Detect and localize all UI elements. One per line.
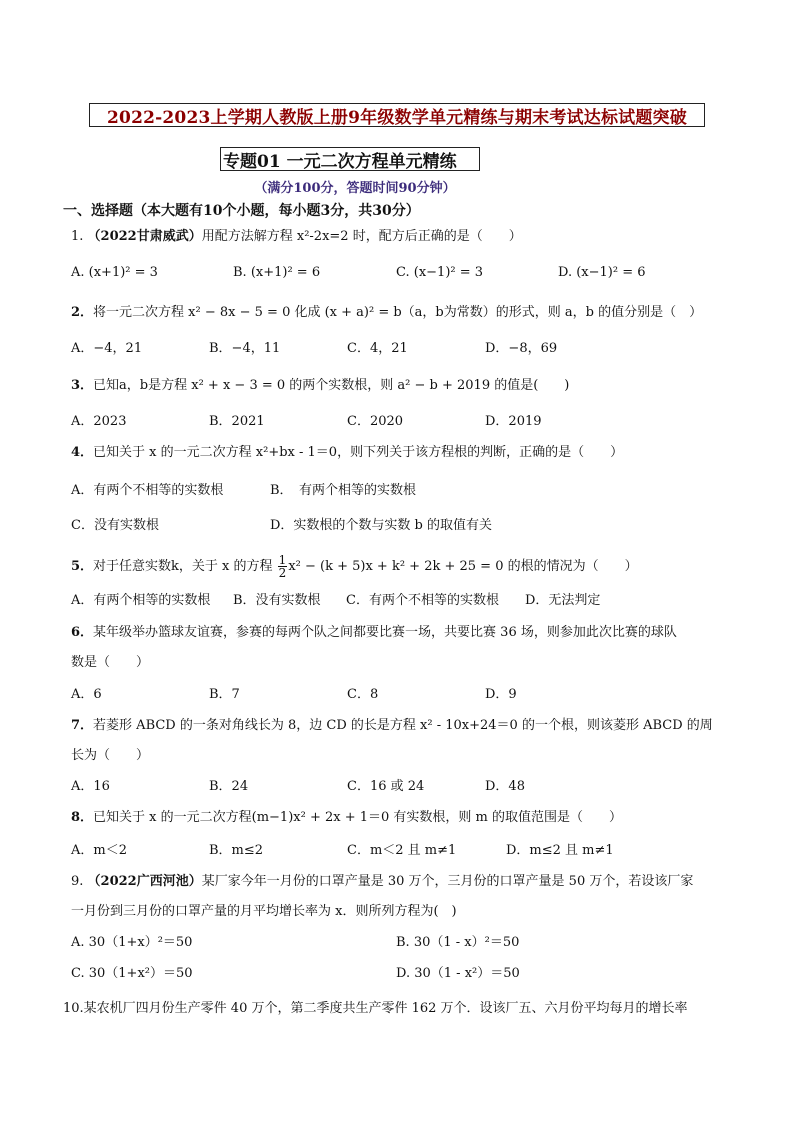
q3-option-b: B．2021 [209,414,265,429]
question-number: 4． [71,445,94,460]
question-source: （2022广西河池） [87,874,202,889]
question-6 [71,624,677,642]
question-text: 用配方法解方程 x²-2x=2 时，配方后正确的是（ ） [201,229,522,244]
q6-option-c: C．8 [347,687,379,702]
question-10: 10.某农机厂四月份生产零件 40 万个，第二季度共生产零件 162 万个．设该厂五、六月份平均每月的增长率 [63,1001,688,1016]
q2-option-d: D．−8，69 [485,341,558,356]
question-4 [71,444,623,462]
q9-option-b: B. 30（1 - x）²＝50 [396,935,520,950]
topic-title-box [220,147,480,171]
header-title-box [89,103,705,127]
fraction-one-half [278,554,288,579]
q1-option-a: A. (x+1)² = 3 [71,265,158,280]
q1-option-d: D. (x−1)² = 6 [558,265,646,280]
score-time-note: （满分100分，答题时间90分钟） [254,181,456,196]
q2-option-a: A．−4，21 [71,341,143,356]
question-text-continued: x² − (k + 5)x + k² + 2k + 25 = 0 的根的情况为（ ） [288,559,638,574]
question-number: 6． [71,625,94,640]
fraction-denominator: 2 [278,566,287,580]
question-text: 已知关于 x 的一元二次方程(m−1)x² + 2x + 1＝0 有实数根，则 m 的取值范围是（ ） [93,810,623,825]
q4-option-a: A．有两个不相等的实数根 [71,483,224,498]
q3-option-c: C．2020 [347,414,404,429]
q8-option-b: B．m≤2 [209,843,264,858]
question-1 [71,228,522,246]
question-5 [71,554,638,580]
q2-option-b: B．−4，11 [209,341,281,356]
question-number: 3． [71,378,94,393]
q3-option-d: D．2019 [485,414,542,429]
topic-title: 专题01 一元二次方程单元精练 [223,151,457,172]
question-number: 9. [71,874,84,889]
question-6-continued: 数是（ ） [71,655,150,670]
question-source: （2022甘肃威武） [87,229,202,244]
q9-option-c: C. 30（1+x²）＝50 [71,966,193,981]
q5-option-b: B．没有实数根 [233,593,321,608]
q8-option-d: D．m≤2 且 m≠1 [506,843,614,858]
q5-option-a: A．有两个相等的实数根 [71,593,211,608]
q4-option-c: C．没有实数根 [71,518,159,533]
q7-option-a: A．16 [71,779,110,794]
q5-option-d: D．无法判定 [525,593,601,608]
question-text: 对于任意实数k，关于 x 的方程 [93,559,273,574]
question-text: 已知关于 x 的一元二次方程 x²+bx - 1＝0，则下列关于该方程根的判断，正确的是（ ） [93,445,624,460]
q6-option-d: D．9 [485,687,517,702]
question-text: 某年级举办篮球友谊赛，参赛的每两个队之间都要比赛一场，共要比赛 36 场，则参加此次比赛的球队 [93,625,677,640]
fraction-numerator: 1 [278,553,287,567]
question-text: 若菱形 ABCD 的一条对角线长为 8，边 CD 的长是方程 x² - 10x+24＝0 的一个根，则该菱形 ABCD 的周 [93,718,713,733]
section-heading: 一、选择题（本大题有10个小题，每小题3分，共30分） [63,203,420,219]
q2-option-c: C．4，21 [347,341,408,356]
q1-option-c: C. (x−1)² = 3 [396,265,484,280]
question-number: 2． [71,305,94,320]
question-number: 7． [71,718,94,733]
question-text: 已知a，b是方程 x² + x − 3 = 0 的两个实数根，则 a² − b + 2019 的值是( ) [93,378,570,393]
q8-option-a: A．m＜2 [71,843,127,858]
q4-option-d: D．实数根的个数与实数 b 的取值有关 [270,518,493,533]
question-9 [71,873,693,891]
question-text: 将一元二次方程 x² − 8x − 5 = 0 化成 (x + a)² = b（a，b为常数）的形式，则 a，b 的值分别是（ ） [93,305,703,320]
question-number: 8． [71,810,94,825]
q6-option-a: A．6 [71,687,102,702]
q7-option-d: D．48 [485,779,525,794]
q7-option-c: C．16 或 24 [347,779,425,794]
question-9-continued: 一月份到三月份的口罩产量的月平均增长率为 x．则所列方程为( ) [71,904,457,919]
question-number: 5． [71,559,94,574]
question-number: 1. [71,229,84,244]
question-7 [71,717,713,735]
q8-option-c: C．m＜2 且 m≠1 [347,843,457,858]
question-8 [71,809,622,827]
q1-option-b: B. (x+1)² = 6 [233,265,321,280]
q4-option-b: B． 有两个相等的实数根 [270,483,417,498]
question-2 [71,304,702,322]
q9-option-a: A. 30（1+x）²＝50 [71,935,193,950]
header-title: 2022-2023上学期人教版上册9年级数学单元精练与期末考试达标试题突破 [107,107,687,128]
q3-option-a: A．2023 [71,414,127,429]
q5-option-c: C．有两个不相等的实数根 [346,593,499,608]
question-3 [71,377,569,395]
q9-option-d: D. 30（1 - x²）＝50 [396,966,520,981]
question-text: 某厂家今年一月份的口罩产量是 30 万个，三月份的口罩产量是 50 万个，若设该厂家 [201,874,694,889]
q6-option-b: B．7 [209,687,240,702]
question-7-continued: 长为（ ） [71,748,150,763]
q7-option-b: B．24 [209,779,249,794]
